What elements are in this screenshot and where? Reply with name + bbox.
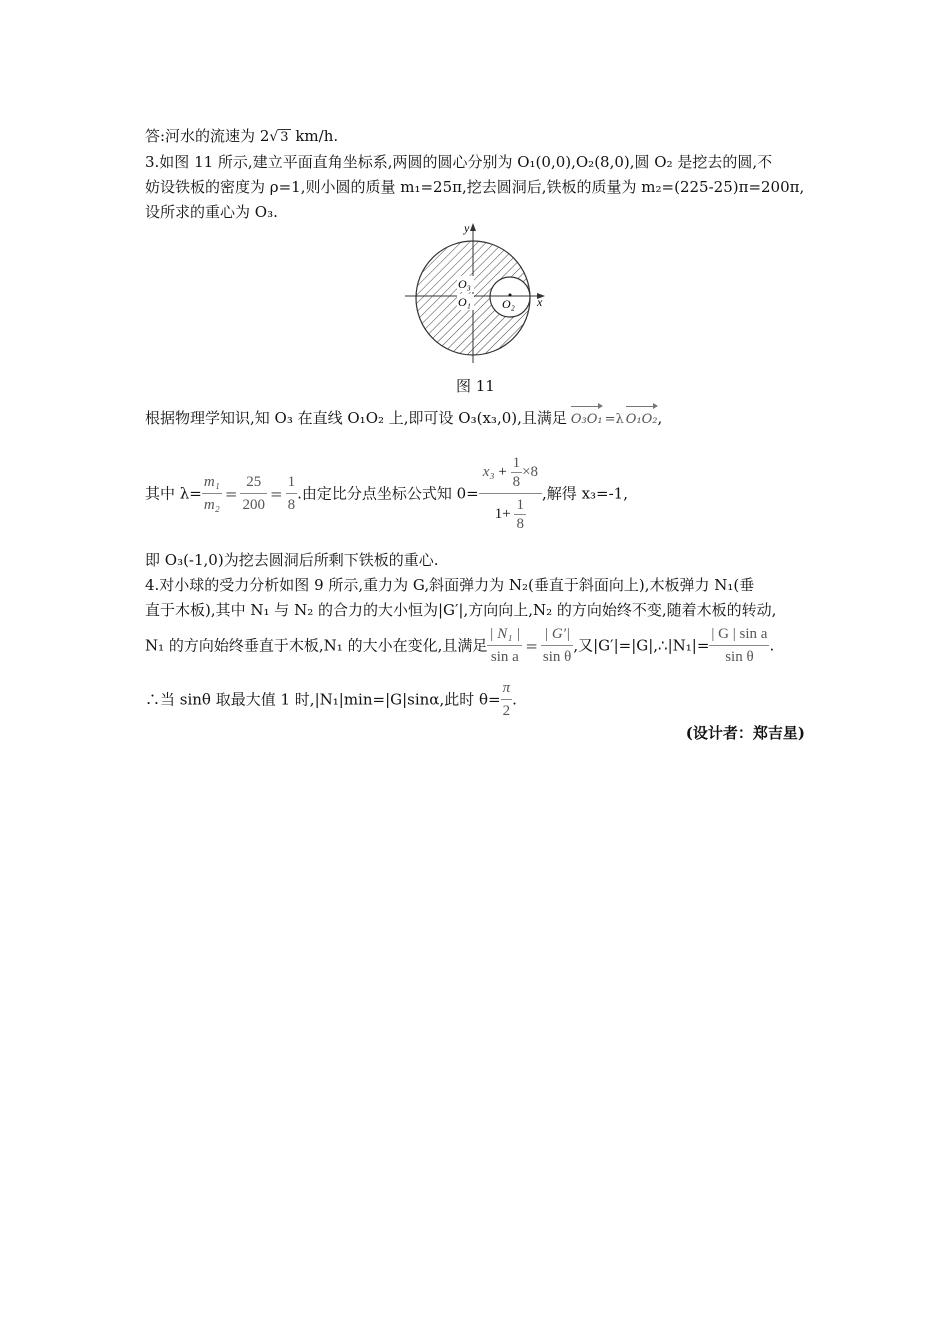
formula-numerator bbox=[479, 454, 542, 494]
section-formula-fraction bbox=[479, 454, 542, 533]
denominator-inner-1: 1 bbox=[516, 497, 524, 513]
p3b-line1 bbox=[145, 404, 662, 430]
fraction-m1: m₁ bbox=[202, 471, 222, 494]
radicand: 3 bbox=[280, 130, 289, 145]
answer-unit: km/h. bbox=[290, 127, 339, 145]
y-axis-arrow bbox=[470, 223, 476, 231]
figure-11-diagram bbox=[400, 218, 550, 368]
numerator-inner-8: 8 bbox=[512, 474, 521, 490]
p3-line2: 妨设铁板的密度为 ρ=1,则小圆的质量 m₁=25π,挖去圆洞后,铁板的质量为 m₂=(225-25)π=200π, bbox=[145, 178, 805, 196]
denominator-inner-fraction bbox=[514, 496, 526, 533]
p4-line3-text: N₁ 的方向始终垂直于木板,N₁ 的大小在变化,且满足 bbox=[145, 636, 488, 655]
fraction-25-200 bbox=[240, 471, 267, 516]
fraction-pi-2 bbox=[501, 677, 513, 722]
numerator-x3: x₃ bbox=[482, 464, 495, 480]
answer-line bbox=[145, 126, 338, 148]
fraction-g-sintheta bbox=[541, 623, 573, 668]
sqrt-sign: √ bbox=[269, 129, 279, 145]
p3b-line1-text: 根据物理学知识,知 O₃ 在直线 O₁O₂ 上,即可设 O₃(x₃,0),且满足 bbox=[145, 409, 567, 427]
fraction-sintheta-1: sin θ bbox=[542, 649, 572, 665]
o3-label: O₃ bbox=[458, 277, 471, 291]
p4-line3-mid: ,又|G′|=|G|,∴|N₁|= bbox=[573, 636, 710, 655]
p4-line3-period: . bbox=[769, 636, 775, 655]
fraction-n1-sina bbox=[487, 623, 522, 668]
fraction-m2: m₂ bbox=[203, 497, 220, 513]
vector-o3o1: O₃O₁ bbox=[571, 404, 603, 430]
figure-caption: 图 11 bbox=[456, 377, 495, 395]
p4-line4-period: . bbox=[512, 690, 517, 709]
fraction-sintheta-2: sin θ bbox=[725, 649, 754, 665]
p4-line3 bbox=[145, 623, 774, 668]
fraction-sina-1: sin a bbox=[490, 649, 519, 665]
fraction-200: 200 bbox=[242, 497, 265, 513]
fraction-n1: | N₁ | bbox=[487, 623, 522, 646]
x-axis-label: x bbox=[537, 295, 543, 309]
fraction-m1-m2 bbox=[202, 471, 222, 516]
designer-credit: (设计者：郑吉星) bbox=[685, 724, 805, 742]
lambda-eq: =λ bbox=[604, 412, 624, 427]
numerator-plus: + bbox=[498, 464, 507, 480]
section-formula-text: .由定比分点坐标公式知 0= bbox=[297, 484, 479, 503]
fraction-8: 8 bbox=[287, 497, 296, 513]
p4-line4-text: ∴当 sinθ 取最大值 1 时,|N₁|min=|G|sinα,此时 θ= bbox=[145, 690, 501, 709]
p3b-line2 bbox=[145, 454, 628, 533]
p3-line1: 3.如图 11 所示,建立平面直角坐标系,两圆的圆心分别为 O₁(0,0),O₂(8,0),圆 O₂ 是挖去的圆,不 bbox=[145, 153, 773, 171]
eq-sign-3: = bbox=[525, 636, 538, 655]
p4-line1: 4.对小球的受力分析如图 9 所示,重力为 G,斜面弹力为 N₂(垂直于斜面向上),木板弹力 N₁(垂 bbox=[145, 576, 755, 594]
fraction-1: 1 bbox=[286, 471, 298, 494]
answer-text: 答:河水的流速为 2 bbox=[145, 127, 270, 145]
solve-x3-text: ,解得 x₃=-1, bbox=[542, 484, 628, 503]
fraction-gsina-sintheta bbox=[709, 623, 769, 668]
numerator-inner-1: 1 bbox=[512, 455, 521, 471]
fraction-1-8 bbox=[286, 471, 298, 516]
o2-label: O₂ bbox=[502, 297, 515, 311]
denominator-inner-8: 8 bbox=[516, 516, 524, 532]
fraction-2: 2 bbox=[502, 703, 511, 719]
numerator-times8: ×8 bbox=[522, 464, 539, 480]
fraction-25: 25 bbox=[240, 471, 267, 494]
p4-line4 bbox=[145, 677, 517, 722]
fraction-pi: π bbox=[501, 677, 513, 700]
fraction-g: | G′| bbox=[541, 623, 573, 646]
lambda-prefix: 其中 λ= bbox=[145, 484, 202, 503]
numerator-inner-fraction bbox=[511, 454, 523, 491]
vector-o1o2: O₁O₂ bbox=[626, 404, 658, 430]
eq-sign-2: = bbox=[269, 484, 283, 503]
y-axis-label: y bbox=[464, 221, 470, 235]
p4-line2: 直于木板),其中 N₁ 与 N₂ 的合力的大小恒为|G′|,方向向上,N₂ 的方向始终不变,随着木板的转动, bbox=[145, 601, 777, 619]
denominator-1plus: 1+ bbox=[494, 506, 511, 522]
p3-line3: 设所求的重心为 O₃. bbox=[145, 203, 278, 221]
p3b-line3: 即 O₃(-1,0)为挖去圆洞后所剩下铁板的重心. bbox=[145, 551, 439, 569]
fraction-gsina: | G | sin a bbox=[709, 623, 769, 646]
p3b-comma: , bbox=[657, 409, 663, 427]
formula-denominator bbox=[479, 494, 542, 533]
o1-label: O₁ bbox=[458, 295, 471, 309]
eq-sign-1: = bbox=[224, 484, 238, 503]
